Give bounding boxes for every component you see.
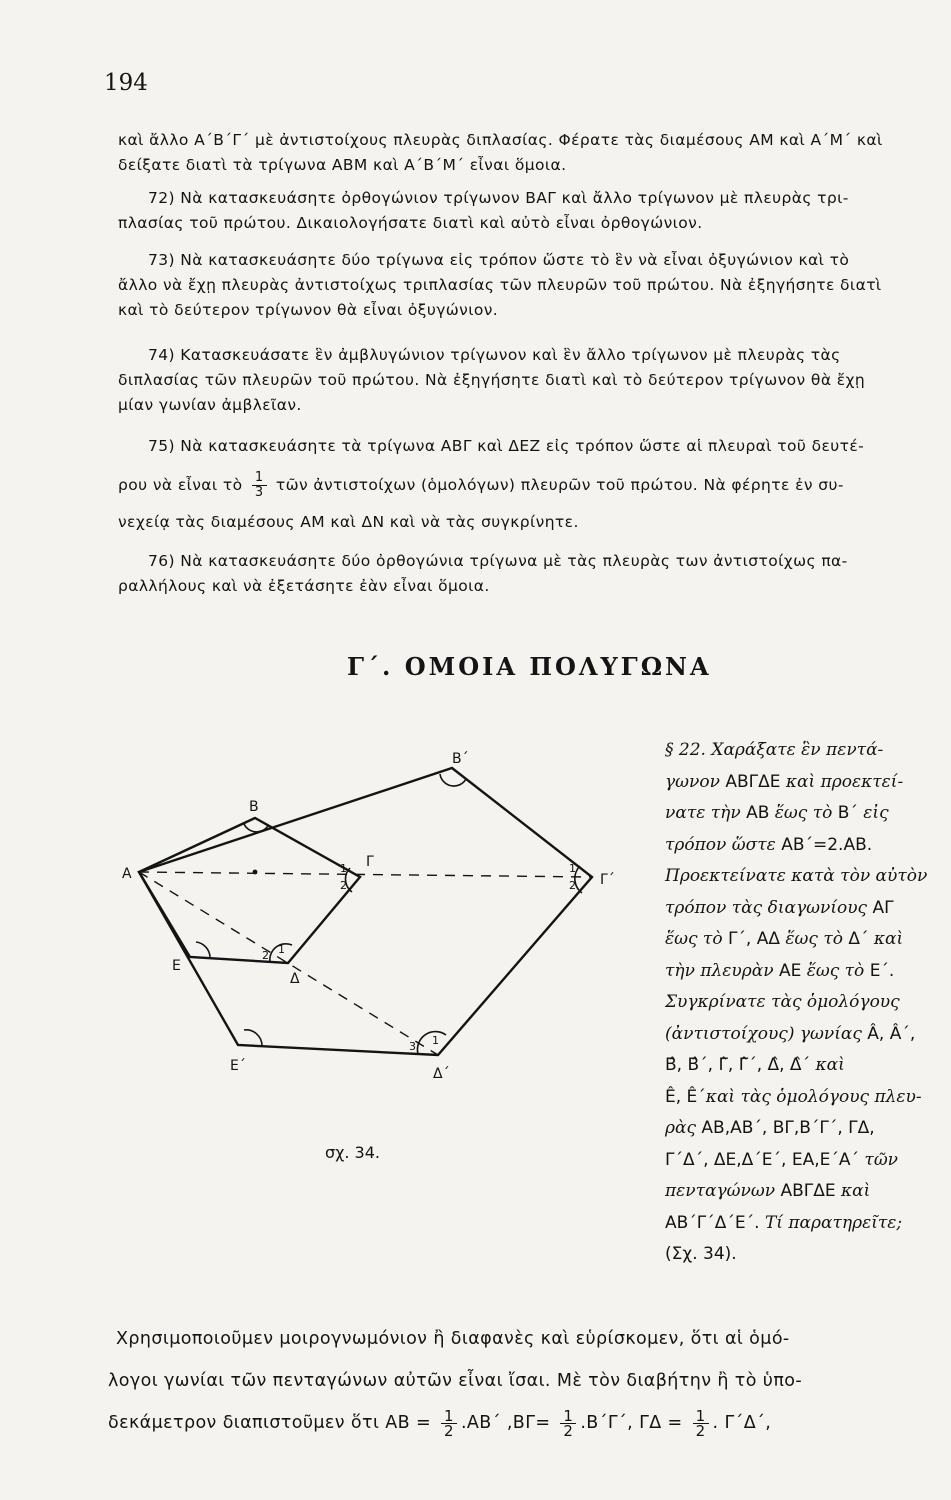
angle-mark-2: 2 (569, 879, 576, 892)
upright-text: Ê, Ê΄ (665, 1086, 706, 1107)
upright-text: ΑΕ (778, 960, 802, 981)
text-line: καὶ ἄλλο Α΄Β΄Γ΄ μὲ ἀντιστοίχους πλευρὰς διπλασίας. Φέρατε τὰς διαμέσους ΑΜ καὶ Α΄Μ΄ καὶ (118, 131, 883, 149)
pentagon-abgde (139, 818, 360, 963)
upright-text: Β̂, Β̂΄, Γ̂, Γ̂΄, Δ̂, Δ̂΄ (665, 1055, 811, 1075)
text-line (665, 830, 935, 862)
italic-text: καὶ τὰς ὁμολόγους πλευ- (705, 1086, 922, 1107)
italic-text: Προεκτείνατε κατὰ τὸν αὐτὸν (665, 866, 928, 886)
italic-text: πενταγώνων (665, 1181, 781, 1201)
upright-text: ΑΒ΄=2.ΑΒ. (781, 834, 873, 855)
italic-text: ἕως τὸ (665, 929, 728, 949)
italic-text: καὶ προεκτεί- (780, 771, 904, 792)
text-line: 76) Νὰ κατασκευάσητε δύο ὀρθογώνια τρίγωνα μὲ τὰς πλευρὰς των ἀντιστοίχως πα- (148, 552, 848, 570)
bottom-paragraph (108, 1318, 938, 1444)
figure-caption: σχ. 34. (325, 1143, 380, 1162)
vertex-label-d: Δ (290, 971, 300, 987)
section-title: Γ΄. ΟΜΟΙΑ ΠΟΛΥΓΩΝΑ (347, 652, 712, 681)
vertex-label-a: Α (122, 866, 132, 882)
section-22-text (665, 735, 935, 1271)
text-line (665, 798, 935, 830)
text-line (665, 1208, 935, 1240)
vertex-label-d-prime: Δ΄ (433, 1066, 450, 1082)
upright-text: Ε΄. (869, 960, 895, 981)
text-line: ἄλλο νὰ ἔχῃ πλευρὰς ἀντιστοίχως τριπλασίας τῶν πλευρῶν τοῦ πρώτου. Νὰ ἐξηγήσητε διατὶ (118, 276, 882, 294)
angle-mark-1: 1 (569, 862, 576, 875)
text-line (665, 987, 935, 1019)
italic-text: (ἀντιστοίχους) γωνίας (665, 1023, 868, 1044)
text-line (665, 1239, 935, 1271)
fraction-one-half (441, 1406, 457, 1440)
upright-text: ΑΒ,ΑΒ΄, ΒΓ,Β΄Γ΄, ΓΔ, (701, 1118, 875, 1138)
text-line (665, 1113, 935, 1145)
text-line (665, 1145, 935, 1177)
upright-text: Γ΄, ΑΔ (727, 929, 780, 949)
text-line (665, 861, 935, 893)
text-line (665, 1176, 935, 1208)
italic-text: τρόπον ὥστε (665, 834, 782, 855)
text-line: δείξατε διατὶ τὰ τρίγωνα ΑΒΜ καὶ Α΄Β΄Μ΄ εἶναι ὅμοια. (118, 156, 567, 174)
exercise-71-continued (118, 128, 918, 178)
italic-text: γωνον (665, 771, 726, 792)
diagonal-ag-extended (139, 872, 592, 877)
text-line (665, 1050, 935, 1082)
text-fragment: . Γ΄Δ΄, (712, 1413, 772, 1433)
upright-text: Δ΄ (848, 929, 869, 949)
italic-text: ἕως τὸ (801, 960, 870, 981)
vertex-label-g-prime: Γ΄ (600, 872, 615, 888)
fraction-one-half (560, 1406, 576, 1440)
text-line: 72) Νὰ κατασκευάσητε ὀρθογώνιον τρίγωνον ΒΑΓ καὶ ἄλλο τρίγωνον μὲ πλευρὰς τρι- (148, 189, 849, 207)
upright-text: ΑΓ (872, 897, 894, 918)
text-line (665, 735, 935, 767)
vertex-label-b: Β (249, 799, 259, 815)
upright-text: Â, Â΄, (867, 1023, 916, 1044)
text-line (665, 956, 935, 988)
vertex-label-e-prime: Ε΄ (230, 1058, 246, 1074)
italic-text: τρόπον τὰς διαγωνίους (665, 897, 873, 918)
angle-mark-1: 1 (432, 1034, 439, 1047)
text-line: πλασίας τοῦ πρώτου. Δικαιολογήσατε διατὶ καὶ αὐτὸ εἶναι ὀρθογώνιον. (118, 214, 703, 232)
vertex-label-e: Ε (172, 958, 181, 974)
angle-arc-e (196, 942, 210, 957)
text-line: νεχείᾳ τὰς διαμέσους ΑΜ καὶ ΔΝ καὶ νὰ τὰς συγκρίνητε. (118, 513, 579, 531)
upright-text: Β΄ (837, 803, 858, 823)
angle-mark-3: 3 (409, 1040, 416, 1053)
italic-text: ἕως τὸ (780, 929, 849, 949)
italic-text: καὶ (810, 1055, 845, 1075)
italic-text: τῶν (859, 1149, 899, 1170)
fraction-numerator: 1 (252, 471, 267, 486)
angle-mark-1: 1 (340, 862, 347, 875)
fraction-numerator: 1 (441, 1409, 457, 1424)
text-line (665, 924, 935, 956)
text-line: διπλασίας τῶν πλευρῶν τοῦ πρώτου. Νὰ ἐξηγήσητε διατὶ καὶ τὸ δεύτερον τρίγωνον θὰ ἔχῃ (118, 371, 866, 389)
text-line: λογοι γωνίαι τῶν πενταγώνων αὐτῶν εἶναι ἴσαι. Μὲ τὸν διαβήτην ἢ τὸ ὑπο- (108, 1371, 803, 1391)
italic-text: εἰς (857, 803, 889, 823)
text-line: καὶ τὸ δεύτερον τρίγωνον θὰ εἶναι ὀξυγώνιον. (118, 301, 499, 319)
text-line (108, 1402, 938, 1444)
text-line: ραλλήλους καὶ νὰ ἐξετάσητε ἐὰν εἶναι ὅμοια. (118, 577, 490, 595)
fraction-denominator: 2 (695, 1421, 706, 1440)
text-fragment: .Β΄Γ΄, ΓΔ = (580, 1413, 683, 1433)
italic-text: Συγκρίνατε τὰς ὁμολόγους (665, 992, 900, 1012)
italic-text: Τί παρατηρεῖτε; (759, 1212, 903, 1233)
vertex-label-b-prime: Β΄ (452, 751, 469, 767)
angle-mark-1: 1 (278, 943, 285, 956)
text-line: μίαν γωνίαν ἀμβλεῖαν. (118, 396, 302, 414)
text-line: 74) Κατασκευάσατε ἓν ἀμβλυγώνιον τρίγωνον καὶ ἓν ἄλλο τρίγωνον μὲ πλευρὰς τὰς (148, 346, 841, 364)
text-line (665, 1082, 935, 1114)
angle-mark-2: 2 (340, 879, 347, 892)
exercise-74 (118, 343, 918, 418)
upright-text: ΑΒΓΔΕ (780, 1181, 836, 1201)
upright-text: ΑΒΓΔΕ (725, 771, 781, 792)
fraction-denominator: 2 (444, 1421, 454, 1440)
fraction-denominator: 3 (254, 485, 264, 500)
italic-text: τὴν πλευρὰν (665, 960, 779, 981)
page-number: 194 (104, 70, 148, 96)
italic-text: καὶ (835, 1181, 871, 1201)
italic-text: καὶ (868, 929, 904, 949)
italic-text: § 22. Χαράξατε ἓν πεντά- (665, 740, 884, 760)
text-fragment: δεκάμετρον διαπιστοῦμεν ὅτι ΑΒ = (108, 1413, 432, 1433)
text-line (665, 767, 935, 799)
ink-dot (253, 870, 258, 875)
fraction-numerator: 1 (560, 1409, 576, 1424)
fraction-numerator: 1 (693, 1409, 709, 1424)
exercise-72 (118, 186, 918, 236)
text-line: 73) Νὰ κατασκευάσητε δύο τρίγωνα εἰς τρόπον ὥστε τὸ ἓν νὰ εἶναι ὀξυγώνιον καὶ τὸ (148, 251, 850, 269)
fraction-one-third (252, 471, 267, 500)
upright-text: ΑΒ΄Γ΄Δ΄Ε΄. (665, 1212, 760, 1233)
vertex-label-g: Γ (366, 854, 374, 870)
italic-text: νατε τὴν (665, 803, 747, 823)
exercise-75 (118, 434, 918, 535)
italic-text: ἕως τὸ (769, 803, 838, 823)
upright-text: Γ΄Δ΄, ΔΕ,Δ΄Ε΄, ΕΑ,Ε΄Α΄ (665, 1149, 860, 1170)
angle-mark-2: 2 (262, 949, 269, 962)
text-fragment: ρου νὰ εἶναι τὸ (118, 476, 243, 494)
fraction-one-half (693, 1406, 709, 1440)
italic-text: ρὰς (665, 1118, 702, 1138)
exercise-76 (118, 549, 918, 599)
text-line: 75) Νὰ κατασκευάσητε τὰ τρίγωνα ΑΒΓ καὶ ΔΕΖ εἰς τρόπον ὥστε αἱ πλευραὶ τοῦ δευτέ- (148, 437, 865, 455)
text-line (665, 893, 935, 925)
fraction-denominator: 2 (563, 1421, 574, 1440)
text-line (665, 1019, 935, 1051)
upright-text: ΑΒ (746, 803, 770, 823)
angle-arc-e-prime (244, 1030, 262, 1046)
figure-34-pentagons (100, 740, 660, 1140)
upright-text: (Σχ. 34). (665, 1244, 737, 1264)
pentagon-ab2g2d2e2 (139, 768, 592, 1055)
exercise-73 (118, 248, 918, 323)
text-line: Χρησιμοποιοῦμεν μοιρογνωμόνιον ἢ διαφανὲς καὶ εὑρίσκομεν, ὅτι αἱ ὁμό- (116, 1329, 790, 1349)
text-fragment: τῶν ἀντιστοίχων (ὁμολόγων) πλευρῶν τοῦ πρώτου. Νὰ φέρητε ἐν συ- (275, 476, 844, 494)
text-fragment: .ΑΒ΄ ,ΒΓ= (460, 1413, 551, 1433)
